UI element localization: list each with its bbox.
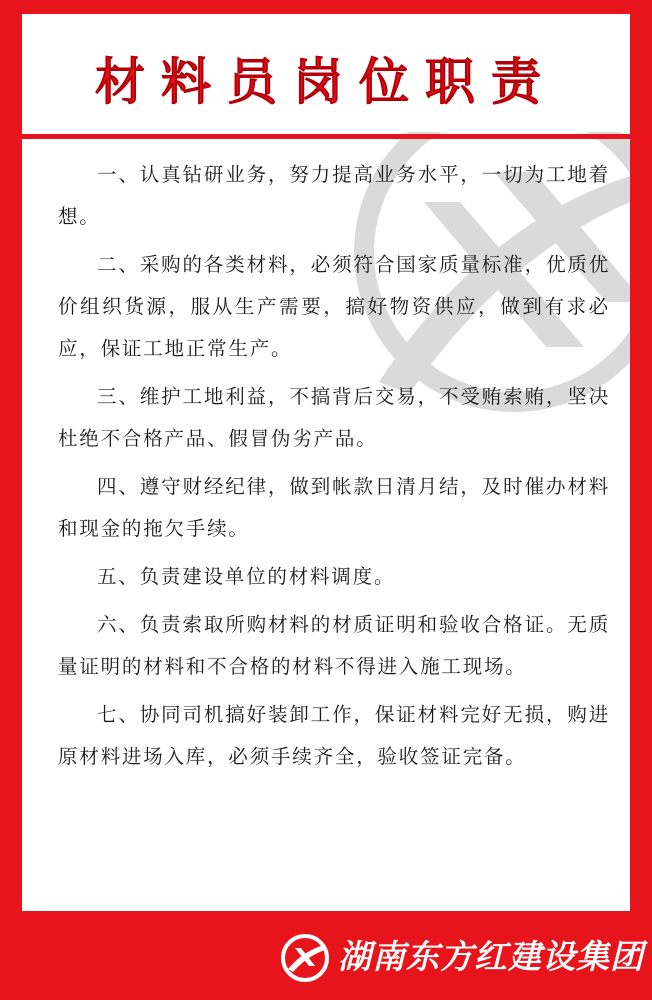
duty-item-5: 五、负责建设单位的材料调度。 [97,565,396,588]
page-title: 材料员岗位职责 [95,53,557,111]
duty-list [58,154,610,784]
duty-item-2: 二、采购的各类材料，必须符合国家质量标准，优质优价组织货源，服从生产需要，搞好物资供应，做到有求必应，保证工地正常生产。 [58,253,610,360]
company-name: 湖南东方红建设集团 [338,937,644,976]
title-area [22,14,630,134]
content-panel [22,14,630,911]
duty-item-3: 三、维护工地利益，不搞背后交易，不受贿索贿，坚决杜绝不合格产品、假冒伪劣产品。 [58,385,610,450]
duty-item-6: 六、负责索取所购材料的材质证明和验收合格证。无质量证明的材料和不合格的材料不得进入施工现场。 [58,613,610,678]
duty-item-4: 四、遵守财经纪律，做到帐款日清月结，及时催办材料和现金的拖欠手续。 [58,475,610,540]
company-logo-icon [280,933,330,983]
title-divider [22,134,630,139]
footer-band [0,911,652,1000]
duty-item-1: 一、认真钻研业务，努力提高业务水平，一切为工地着想。 [58,163,610,228]
duty-item-7: 七、协同司机搞好装卸工作，保证材料完好无损，购进原材料进场入库，必须手续齐全，验收签证完备。 [58,703,610,768]
